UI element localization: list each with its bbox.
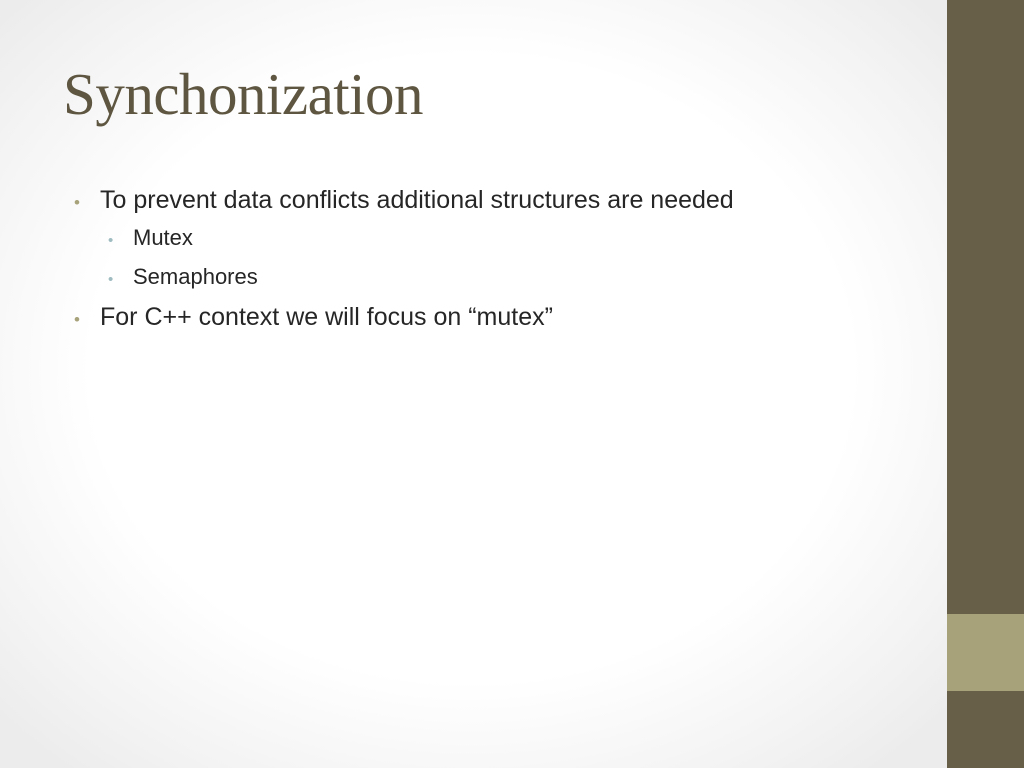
decorative-sidebar <box>947 0 1024 768</box>
bullet-text: For C++ context we will focus on “mutex” <box>100 303 553 331</box>
bullet-icon: • <box>74 193 80 212</box>
bullet-item <box>74 186 734 215</box>
slide-title: Synchonization <box>63 61 424 127</box>
sub-bullet-icon: • <box>108 271 114 288</box>
sidebar-accent-block <box>947 614 1024 691</box>
bullet-item <box>74 303 734 332</box>
bullet-text: To prevent data conflicts additional structures are needed <box>100 186 734 214</box>
sub-bullet-icon: • <box>108 232 114 249</box>
bullet-list <box>74 186 734 342</box>
bullet-icon: • <box>74 310 80 329</box>
sub-bullet-item <box>108 225 734 251</box>
sub-bullet-item <box>108 264 734 290</box>
sub-bullet-text: Semaphores <box>133 264 258 289</box>
sub-bullet-text: Mutex <box>133 225 193 250</box>
